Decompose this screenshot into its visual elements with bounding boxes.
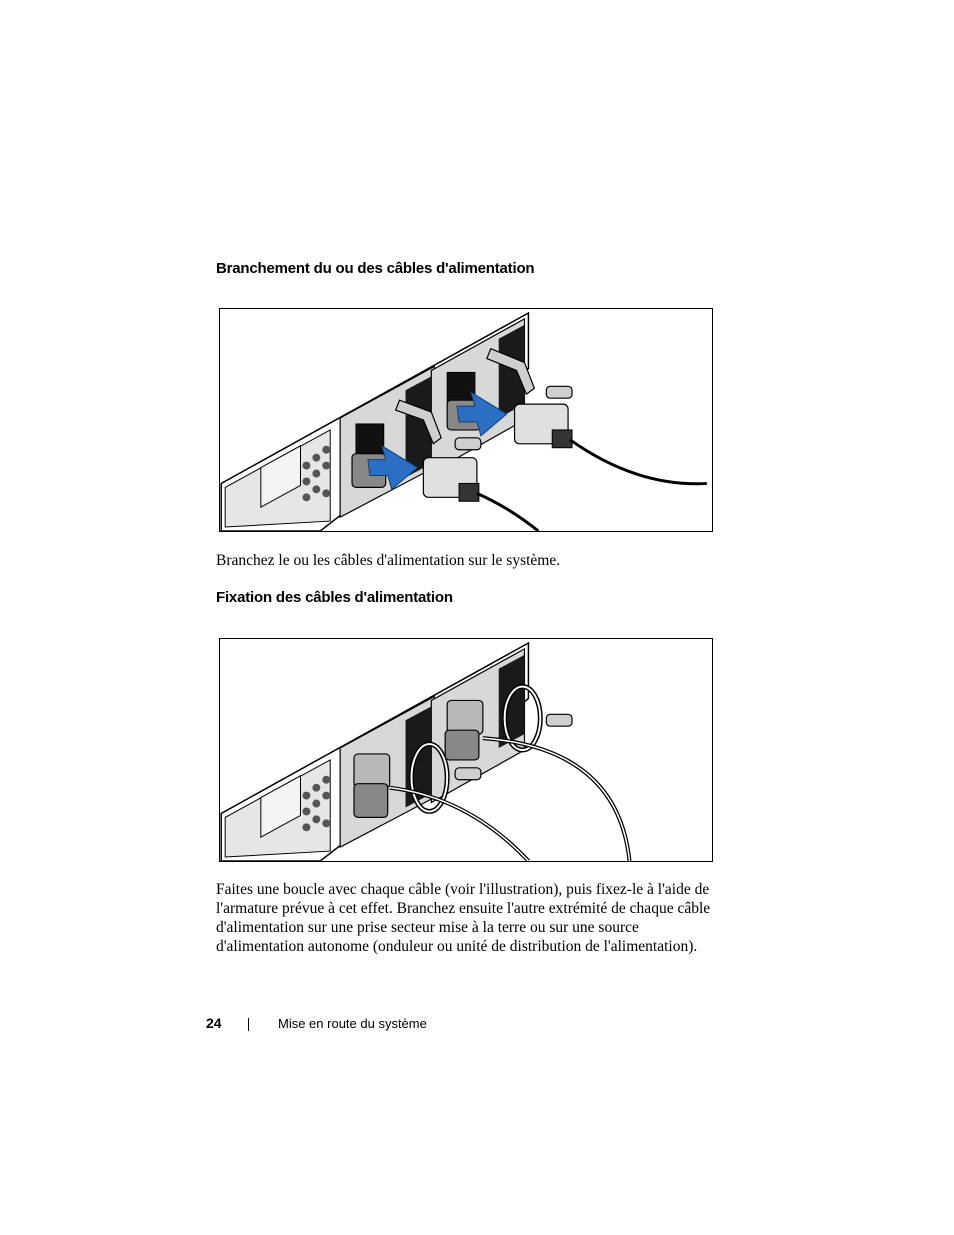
section-heading-secure-power: Fixation des câbles d'alimentation (216, 589, 453, 606)
server-chassis (221, 643, 528, 861)
footer-chapter-title: Mise en route du système (278, 1016, 427, 1031)
section-heading-connect-power: Branchement du ou des câbles d'alimentation (216, 260, 535, 277)
caption-connect-power: Branchez le ou les câbles d'alimentation sur le système. (216, 552, 561, 569)
footer-separator (248, 1018, 249, 1031)
paragraph-secure-power: Faites une boucle avec chaque câble (voir l'illustration), puis fixez-le à l'aide de l'armature prévue à cet effet. Branchez ensuite l'autre extrémité de chaque câble d'alimentation sur une prise secteur mise à la terre ou sur une source d'alimentation autonome (onduleur ou unité de distribution de l'alimentation). (216, 881, 711, 955)
illustration-secure-power-cables (219, 638, 713, 862)
page-number: 24 (206, 1015, 222, 1031)
illustration-connect-power-cables (219, 308, 713, 532)
